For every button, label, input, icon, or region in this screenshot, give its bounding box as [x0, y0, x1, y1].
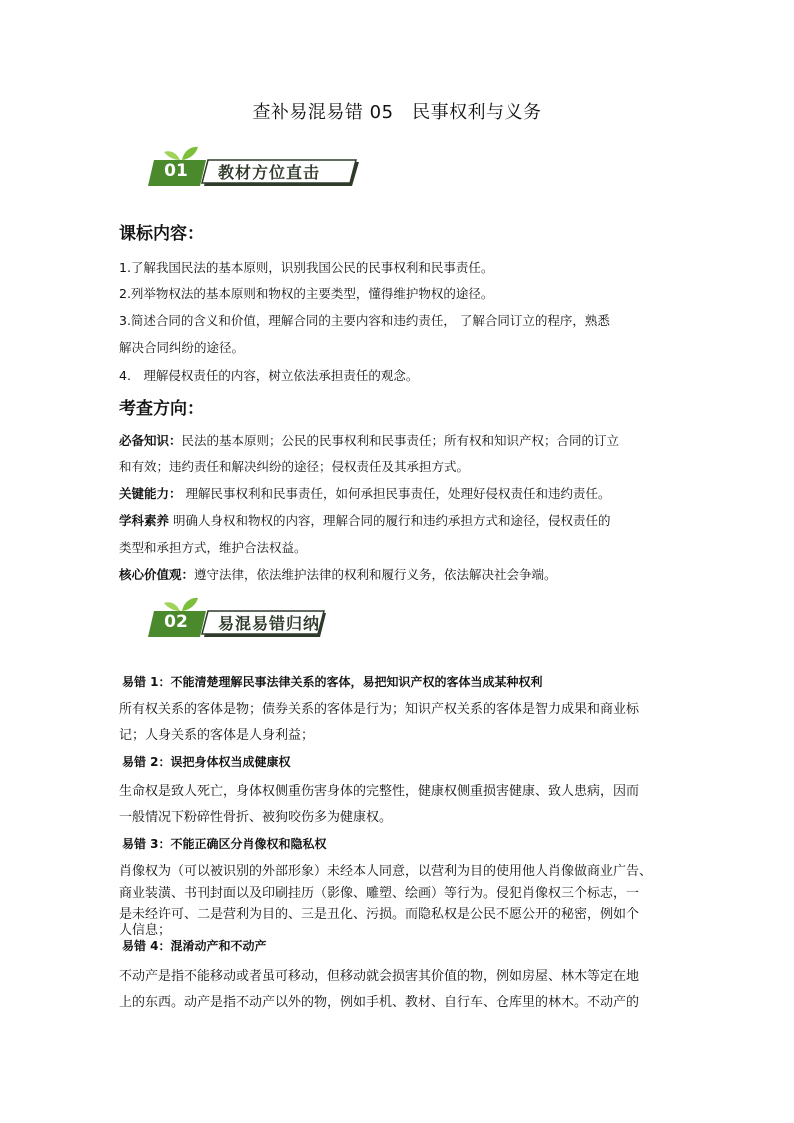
kaocha-heading: 考查方向： — [119, 399, 204, 419]
kebiao-heading: 课标内容： — [119, 224, 204, 244]
error-title-4: 易错 4：混淆动产和不动产 — [122, 939, 267, 953]
error-body-line: 商业装潢、书刊封面以及印刷挂历（影像、雕塑、绘画）等行为。侵犯肖像权三个标志，一 — [119, 886, 640, 901]
suyang-line: 学科素养 明确人身权和物权的内容，理解合同的履行和违约承担方式和途径，侵权责任的 — [119, 513, 611, 528]
section-number: 02 — [164, 612, 188, 632]
error-title-3: 易错 3：不能正确区分肖像权和隐私权 — [122, 837, 327, 851]
error-body-line: 是未经许可、二是营利为目的、三是丑化、污损。而隐私权是公民不愿公开的秘密，例如个 — [119, 907, 640, 922]
bibei-line: 必备知识：民法的基本原则；公民的民事权利和民事责任；所有权和知识产权；合同的订立 — [119, 433, 620, 448]
leaf-icon — [182, 147, 198, 160]
error-body-line: 所有权关系的客体是物；债券关系的客体是行为；知识产权关系的客体是智力成果和商业标 — [119, 702, 640, 717]
kebiao-line: 3.简述合同的含义和价值，理解合同的主要内容和违约责任， 了解合同订立的程序，熟悉 — [119, 313, 610, 328]
hexin-line: 核心价值观：遵守法律，依法维护法律的权利和履行义务，依法解决社会争端。 — [119, 567, 557, 582]
kebiao-line: 2.列举物权法的基本原则和物权的主要类型，懂得维护物权的途径。 — [119, 286, 494, 301]
section-label: 易混易错归纳 — [218, 614, 321, 633]
leaf-icon — [182, 598, 198, 611]
section-label: 教材方位直击 — [218, 163, 321, 182]
error-body-line: 肖像权为（可以被识别的外部形象）未经本人同意，以营利为目的使用他人肖像做商业广告、 — [119, 864, 653, 879]
error-body-line: 生命权是致人死亡，身体权侧重伤害身体的完整性，健康权侧重损害健康、致人患病，因而 — [119, 784, 640, 799]
section-badge-1 — [144, 146, 359, 188]
kebiao-line: 1.了解我国民法的基本原则，识别我国公民的民事权利和民事责任。 — [119, 260, 494, 275]
suyang-label: 学科素养 — [119, 513, 170, 528]
bibei-label: 必备知识： — [119, 433, 182, 448]
error-title-2: 易错 2：误把身体权当成健康权 — [122, 755, 291, 769]
bibei-line-2: 和有效；违约责任和解决纠纷的途径；侵权责任及其承担方式。 — [119, 459, 470, 474]
error-body-line: 不动产是指不能移动或者虽可移动，但移动就会损害其价值的物，例如房屋、林木等定在地 — [119, 969, 640, 984]
kebiao-line: 解决合同纠纷的途径。 — [119, 340, 245, 355]
suyang-line-2: 类型和承担方式，维护合法权益。 — [119, 540, 307, 555]
error-body-line: 一般情况下粉碎性骨折、被狗咬伤多为健康权。 — [119, 810, 393, 825]
section-number: 01 — [164, 161, 188, 181]
error-title-1: 易错 1：不能清楚理解民事法律关系的客体，易把知识产权的客体当成某种权利 — [122, 675, 543, 689]
guanjian-label: 关键能力： — [119, 486, 182, 501]
page-title: 查补易混易错 05 民事权利与义务 — [252, 102, 542, 123]
section-badge-2 — [144, 597, 359, 639]
hexin-label: 核心价值观： — [119, 567, 195, 582]
error-body-line: 人信息； — [119, 923, 172, 938]
kebiao-line: 4. 理解侵权责任的内容，树立依法承担责任的观念。 — [119, 368, 419, 383]
error-body-line: 记；人身关系的客体是人身利益； — [119, 728, 315, 743]
error-body-line: 上的东西。动产是指不动产以外的物，例如手机、教材、自行车、仓库里的林木。不动产的 — [119, 995, 640, 1010]
guanjian-line: 关键能力： 理解民事权利和民事责任，如何承担民事责任，处理好侵权责任和违约责任。 — [119, 486, 611, 501]
